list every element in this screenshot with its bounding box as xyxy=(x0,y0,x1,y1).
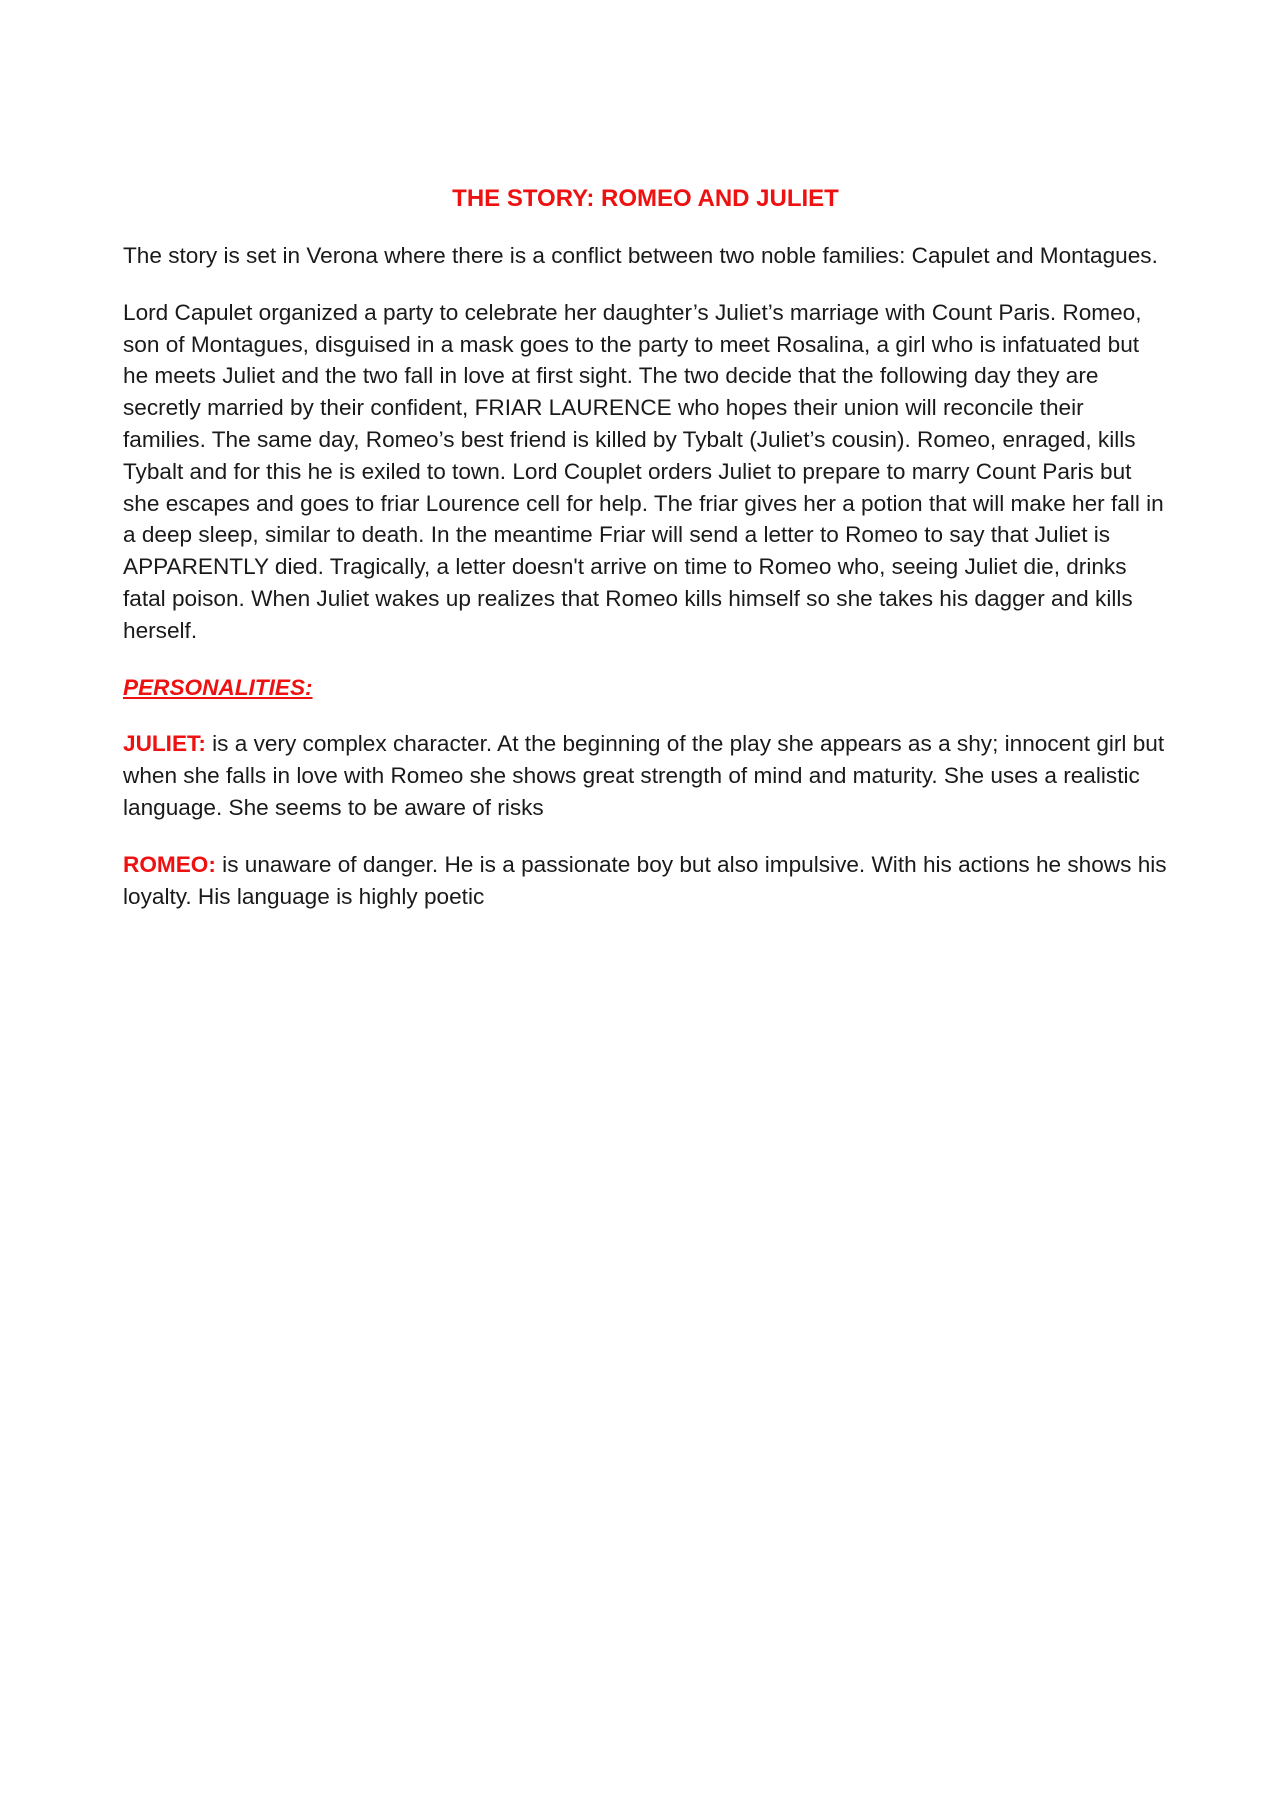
plot-paragraph: Lord Capulet organized a party to celebrate her daughter’s Juliet’s marriage with Count Paris. Romeo, son of Montagues, disguised in a mask goes to the party to meet Rosalina, a girl who is infatuated but he meets Juliet and the two fall in love at first sight. The two decide that the following day they are secretly married by their confident, FRIAR LAURENCE who hopes their union will reconcile their families. The same day, Romeo’s best friend is killed by Tybalt (Juliet’s cousin). Romeo, enraged, kills Tybalt and for this he is exiled to town. Lord Couplet orders Juliet to prepare to marry Count Paris but she escapes and goes to friar Lourence cell for help. The friar gives her a potion that will make her fall in a deep sleep, similar to death. In the meantime Friar will send a letter to Romeo to say that Juliet is APPARENTLY died. Tragically, a letter doesn't arrive on time to Romeo who, seeing Juliet die, drinks fatal poison. When Juliet wakes up realizes that Romeo kills himself so she takes his dagger and kills herself. xyxy=(123,299,1164,643)
character-juliet xyxy=(123,728,1168,823)
character-description-juliet: is a very complex character. At the beginning of the play she appears as a shy; innocent girl but when she falls in love with Romeo she shows great strength of mind and maturity. She uses a realistic language. She seems to be aware of risks xyxy=(123,731,1165,820)
personalities-heading: PERSONALITIES: xyxy=(123,674,313,700)
document-title: THE STORY: ROMEO AND JULIET xyxy=(452,185,839,212)
character-label-romeo: ROMEO: xyxy=(123,851,216,877)
intro-paragraph: The story is set in Verona where there is a conflict between two noble families: Capulet and Montagues. xyxy=(123,243,1158,268)
character-romeo xyxy=(123,849,1168,913)
character-label-juliet: JULIET: xyxy=(123,731,206,757)
character-description-romeo: is unaware of danger. He is a passionate boy but also impulsive. With his actions he shows his loyalty. His language is highly poetic xyxy=(123,851,1167,909)
document-body xyxy=(123,183,1168,937)
